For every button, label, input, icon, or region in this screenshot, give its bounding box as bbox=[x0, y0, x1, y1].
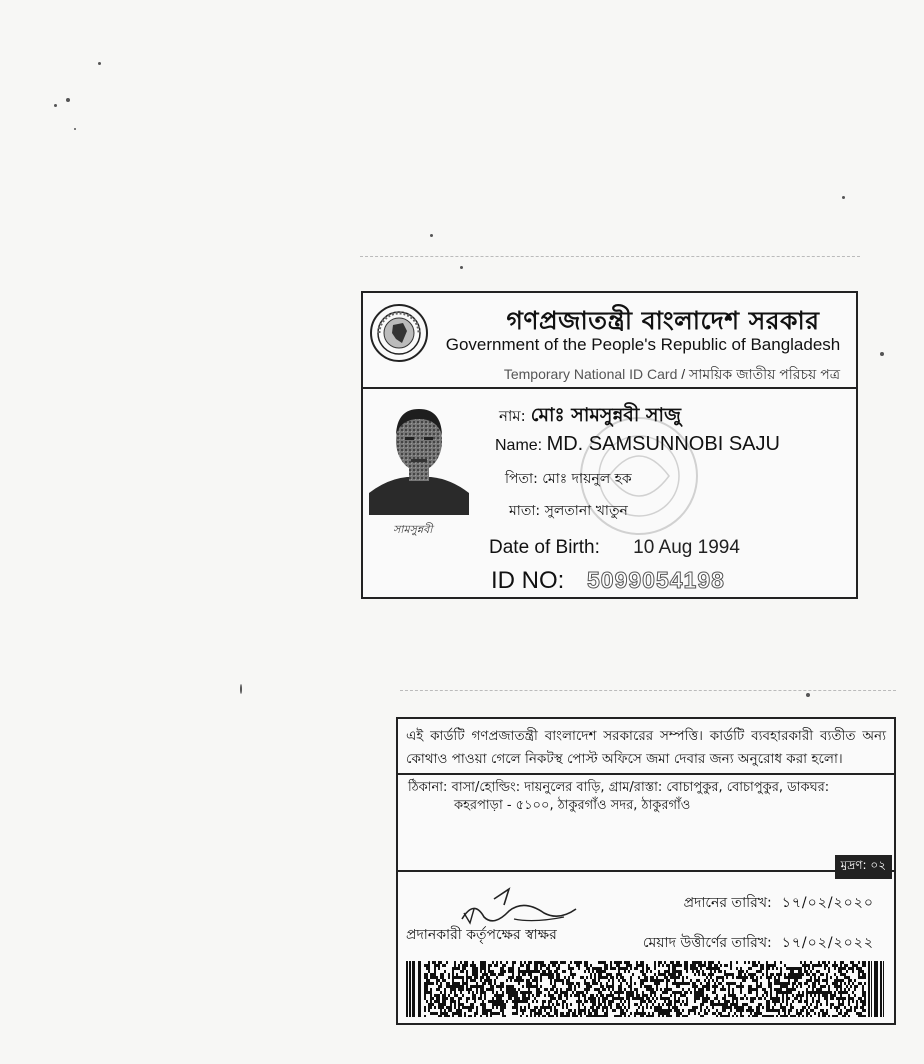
pdf417-barcode bbox=[406, 961, 886, 1017]
photocopy-edge bbox=[400, 690, 896, 691]
issue-date-value: ১৭/০২/২০২০ bbox=[781, 895, 874, 911]
address-label: ঠিকানা: bbox=[408, 780, 448, 795]
father-name-row bbox=[505, 467, 632, 491]
card-type bbox=[504, 363, 840, 387]
scan-speck bbox=[430, 234, 433, 237]
issuer-signature-label: প্রদানকারী কর্তৃপক্ষের স্বাক্ষর bbox=[406, 927, 557, 943]
name-bengali-value: মোঃ সামসুন্নবী সাজু bbox=[530, 404, 681, 426]
scan-speck bbox=[460, 266, 463, 269]
issue-date-row bbox=[684, 891, 874, 915]
card-header bbox=[363, 293, 856, 389]
name-bengali-label: নাম: bbox=[499, 407, 526, 425]
name-bengali-row bbox=[499, 401, 681, 433]
name-english-label: Name: bbox=[495, 437, 543, 454]
address-line-2: কহরপাড়া - ৫১০০, ঠাকুরগাঁও সদর, ঠাকুরগাঁও bbox=[454, 798, 691, 813]
government-seal-icon bbox=[369, 303, 429, 363]
issuer-signature bbox=[454, 879, 584, 929]
date-of-birth-value: 10 Aug 1994 bbox=[633, 537, 740, 558]
father-name-value: মোঃ দায়নুল হক bbox=[542, 471, 632, 487]
id-number-row bbox=[491, 567, 725, 595]
mother-name-row bbox=[509, 499, 628, 523]
scan-speck bbox=[98, 62, 101, 65]
name-english-row bbox=[495, 433, 780, 456]
issue-date-label: প্রদানের তারিখ: bbox=[683, 895, 772, 911]
expiry-date-label: মেয়াদ উত্তীর্ণের তারিখ: bbox=[642, 935, 772, 951]
father-name-label: পিতা: bbox=[505, 471, 538, 487]
scan-speck bbox=[842, 196, 845, 199]
scan-speck bbox=[240, 684, 242, 694]
mother-name-label: মাতা: bbox=[509, 503, 541, 519]
barcode-graphic bbox=[406, 961, 886, 1017]
card-type-english: Temporary National ID Card bbox=[503, 366, 678, 382]
scan-speck bbox=[74, 128, 76, 130]
date-of-birth-row bbox=[489, 537, 740, 559]
card-title-english: Government of the People's Republic of Bangladesh bbox=[445, 335, 841, 354]
card-title-bengali: গণপ্রজাতন্ত্রী বাংলাদেশ সরকার bbox=[506, 306, 820, 335]
scan-speck bbox=[806, 693, 810, 697]
mother-name-value: সুলতানা খাতুন bbox=[544, 503, 628, 519]
scan-speck bbox=[54, 104, 57, 107]
holder-photo bbox=[369, 397, 469, 515]
date-of-birth-label: Date of Birth: bbox=[489, 537, 600, 558]
divider bbox=[398, 870, 894, 872]
address-line-1: বাসা/হোল্ডিং: দায়নুলের বাড়ি, গ্রাম/রাস্তা: বোচাপুকুর, বোচাপুকুর, ডাকঘর: bbox=[451, 780, 830, 795]
print-number-badge: মুদ্রণ: ০২ bbox=[835, 855, 892, 879]
name-english-value: MD. SAMSUNNOBI SAJU bbox=[546, 433, 780, 455]
card-type-separator: / bbox=[677, 366, 690, 382]
ownership-notice: এই কার্ডটি গণপ্রজাতন্ত্রী বাংলাদেশ সরকারের সম্পত্তি। কার্ডটি ব্যবহারকারী ব্যতীত অন্য কোথাও পাওয়া গেলে নিকটস্থ পোস্ট অফিসে জমা দেবার জন্য অনুরোধ করা হলো। bbox=[398, 719, 894, 775]
photocopy-edge bbox=[360, 256, 860, 257]
expiry-date-value: ১৭/০২/২০২২ bbox=[781, 935, 874, 951]
scan-speck bbox=[66, 98, 70, 102]
scan-speck bbox=[880, 352, 884, 356]
nid-card-back bbox=[396, 717, 896, 1025]
id-number-value: 5099054198 bbox=[587, 567, 725, 593]
address-block bbox=[408, 779, 888, 815]
expiry-date-row bbox=[643, 931, 874, 955]
id-number-label: ID NO: bbox=[491, 567, 565, 594]
card-type-bengali: সাময়িক জাতীয় পরিচয় পত্র bbox=[689, 366, 840, 382]
nid-card-front bbox=[361, 291, 858, 599]
holder-signature: সামসুন্নবী bbox=[393, 523, 433, 536]
